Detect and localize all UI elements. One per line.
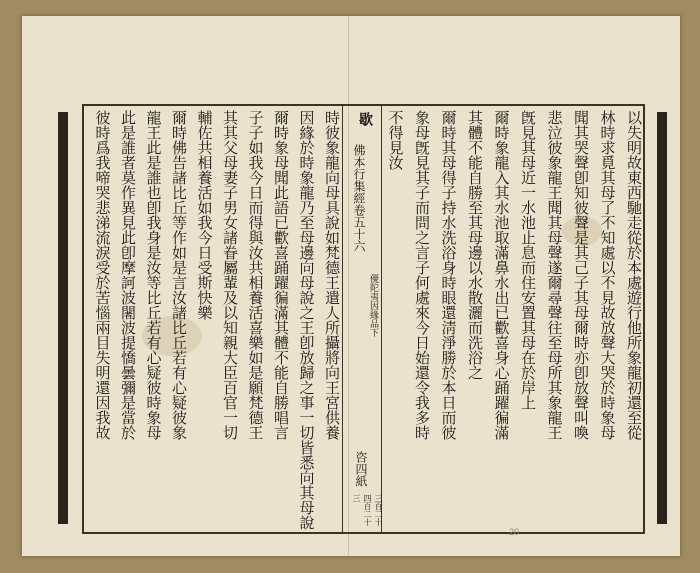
text-column: 其其父母妻子男女諸眷屬輩及以知親大臣百官一切 [221, 110, 239, 440]
text-column: 以失明故東西馳走從於本處遊行他所象龍初還至從 [625, 110, 643, 440]
text-column: 其體不能自勝至其母邊以水散灑而洗浴之 [466, 110, 484, 380]
text-column: 爾時象龍入其水池取滿鼻水出已歡喜身心踊躍徧滿 [492, 110, 511, 440]
text-column: 不得見汝 [386, 110, 405, 170]
text-column: 悲泣彼象龍王聞其母聲遂爾尋聲往至母所其象龍王 [545, 110, 564, 440]
text-frame [82, 104, 645, 534]
text-column: 此是誰者莫作異見此卽摩訶波闍波提憍曇彌是當於 [119, 110, 137, 440]
text-column: 爾時佛告諸比丘等作如是言汝諸比丘若有心疑彼象 [170, 110, 188, 440]
center-band [342, 106, 382, 532]
right-border-bar [657, 112, 667, 524]
sutra-title: 佛本行集經卷五十六 [352, 144, 366, 252]
text-column: 爾時象母聞此語已歡喜踊躍徧滿其體不能自勝唱言 [272, 110, 290, 440]
text-column: 龍王此是誰也卽我身是汝等比丘若有心疑彼時象母 [144, 110, 163, 440]
text-column: 輔佐共相養活如我今日受斯快樂 [195, 110, 214, 320]
text-column: 爾時其母得子持水洗浴身時眼還淸淨勝於本日而彼 [439, 110, 458, 440]
sheet-label: 咨四紙 [354, 451, 368, 487]
band-title: 歇 [357, 112, 373, 126]
text-column: 旣見其母近一水池止息而住安置其母在於岸上 [519, 110, 537, 410]
text-column: 因緣於時象龍乃至母邊向母說之王卽放歸之事一切皆悉向其母說 [297, 110, 316, 530]
text-column: 聞其哭聲卽知彼聲是其己子其母爾時亦卽放聲叫喚 [572, 110, 590, 440]
text-column: 象母旣見其子而問之言子何處來今日始還令我多時 [413, 110, 431, 440]
text-column: 林時求覓其母了不知處以不見故放聲大哭於時象母 [598, 110, 617, 440]
text-column: 子子如我今日而得與汝共相養活喜樂如是願梵德王 [246, 110, 265, 440]
chapter-title: 優陀夷因緣品下 [368, 274, 378, 337]
scroll-sheet [22, 16, 680, 556]
text-column: 時彼象龍向母具說如梵德王遣人所攝將向王宮供養 [323, 110, 341, 440]
pencil-note: 20 [509, 527, 520, 537]
sheet-count: 三百二十 四百二十三 [352, 494, 383, 526]
left-border-bar [58, 112, 68, 524]
text-column: 彼時爲我啼哭悲涕流淚受於苦惱兩目失明還因我故 [93, 110, 112, 440]
